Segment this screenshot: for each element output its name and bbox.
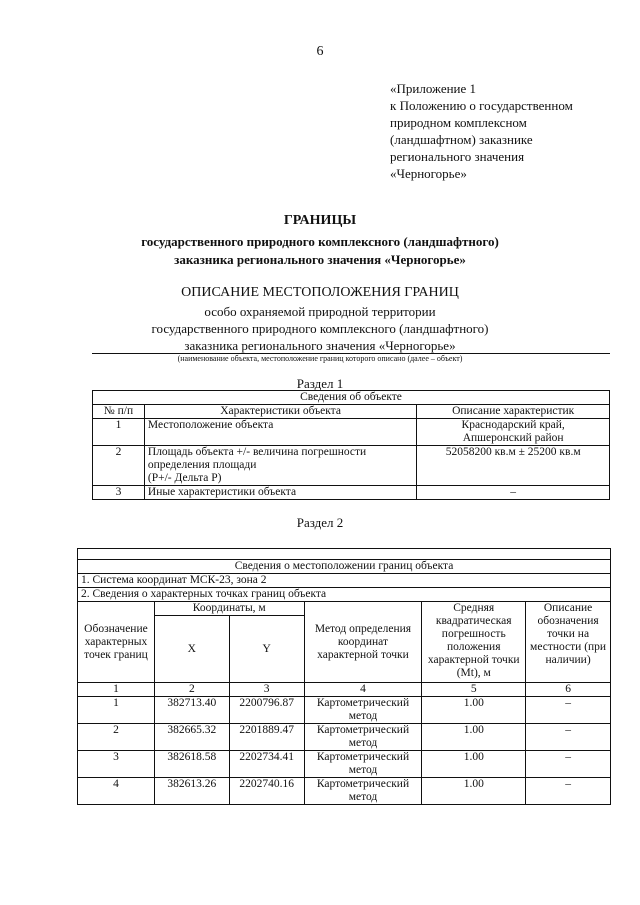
point-desc: – bbox=[526, 724, 611, 751]
row-number: 1 bbox=[93, 419, 145, 446]
points-subheader: 2. Сведения о характерных точках границ объекта bbox=[78, 588, 611, 602]
document-subtitle-1: государственного природного комплексного (ландшафтного) bbox=[141, 234, 499, 249]
section-2-label: Раздел 2 bbox=[296, 515, 344, 530]
row-number: 2 bbox=[93, 446, 145, 486]
coord-x: 382613.26 bbox=[154, 778, 229, 805]
column-number: 4 bbox=[304, 683, 422, 697]
appendix-line: регионального значения bbox=[390, 149, 525, 164]
coord-y: 2200796.87 bbox=[229, 697, 304, 724]
description-line-3: заказника регионального значения «Черногорье» bbox=[184, 338, 456, 353]
appendix-line: (ландшафтном) заказнике bbox=[390, 132, 533, 147]
method-line: Картометрический bbox=[316, 724, 410, 736]
method-line: метод bbox=[348, 710, 378, 722]
column-header: Координаты, м bbox=[154, 602, 304, 616]
description-line-2: государственного природного комплексного (ландшафтного) bbox=[151, 321, 489, 336]
spacer-row bbox=[78, 549, 611, 560]
method-line: Картометрический bbox=[316, 697, 410, 709]
table-row bbox=[78, 751, 611, 778]
object-info-table bbox=[92, 390, 610, 500]
column-header: Y bbox=[229, 616, 304, 683]
method bbox=[304, 778, 422, 805]
method-line: метод bbox=[348, 764, 378, 776]
table-row bbox=[78, 778, 611, 805]
column-number: 3 bbox=[229, 683, 304, 697]
error: 1.00 bbox=[422, 724, 526, 751]
method-line: Картометрический bbox=[316, 751, 410, 763]
column-header: Характеристики объекта bbox=[144, 405, 416, 419]
table-row bbox=[78, 697, 611, 724]
point-id: 3 bbox=[78, 751, 155, 778]
description-line-1: особо охраняемой природной территории bbox=[204, 304, 436, 319]
table-row bbox=[93, 486, 610, 500]
column-number: 6 bbox=[526, 683, 611, 697]
method-line: метод bbox=[348, 791, 378, 803]
section-1-label: Раздел 1 bbox=[296, 376, 344, 391]
point-desc: – bbox=[526, 751, 611, 778]
coord-x: 382618.58 bbox=[154, 751, 229, 778]
characteristic-description bbox=[417, 419, 610, 446]
error: 1.00 bbox=[422, 697, 526, 724]
appendix-line: «Приложение 1 bbox=[390, 81, 477, 96]
char-line: определения площади bbox=[147, 459, 257, 471]
appendix-line: «Черногорье» bbox=[390, 166, 467, 181]
column-number: 2 bbox=[154, 683, 229, 697]
char-line: (Р+/- Дельта Р) bbox=[147, 472, 222, 484]
desc-line: Апшеронский район bbox=[462, 432, 564, 444]
coord-y: 2201889.47 bbox=[229, 724, 304, 751]
table-header: Сведения о местоположении границ объекта bbox=[78, 560, 611, 574]
column-header: Обозначение характерных точек границ bbox=[78, 602, 155, 683]
table-row bbox=[93, 419, 610, 446]
column-header: № п/п bbox=[93, 405, 145, 419]
coord-x: 382713.40 bbox=[154, 697, 229, 724]
document-title: ГРАНИЦЫ bbox=[283, 213, 357, 228]
document-subtitle-2: заказника регионального значения «Черногорье» bbox=[174, 252, 466, 267]
column-header: Описание обозначения точки на местности (при наличии) bbox=[526, 602, 611, 683]
characteristic bbox=[144, 446, 416, 486]
column-number: 5 bbox=[422, 683, 526, 697]
column-header: Описание характеристик bbox=[417, 405, 610, 419]
method bbox=[304, 724, 422, 751]
point-id: 4 bbox=[78, 778, 155, 805]
method bbox=[304, 697, 422, 724]
coordinate-system: 1. Система координат МСК-23, зона 2 bbox=[78, 574, 611, 588]
table-row bbox=[78, 724, 611, 751]
point-desc: – bbox=[526, 697, 611, 724]
table-header: Сведения об объекте bbox=[93, 391, 610, 405]
description-note: (наименование объекта, местоположение границ которого описано (далее – объект) bbox=[177, 354, 463, 363]
boundary-points-table bbox=[77, 548, 611, 805]
description-title: ОПИСАНИЕ МЕСТОПОЛОЖЕНИЯ ГРАНИЦ bbox=[181, 285, 459, 300]
appendix-line: к Положению о государственном bbox=[390, 98, 573, 113]
desc-line: Краснодарский край, bbox=[461, 419, 565, 431]
point-id: 2 bbox=[78, 724, 155, 751]
column-number: 1 bbox=[78, 683, 155, 697]
appendix-line: природном комплексном bbox=[390, 115, 527, 130]
coord-y: 2202740.16 bbox=[229, 778, 304, 805]
characteristic: Местоположение объекта bbox=[144, 419, 416, 446]
appendix-reference bbox=[390, 80, 630, 182]
column-header: Метод определения координат характерной точки bbox=[304, 602, 422, 683]
characteristic-description: – bbox=[417, 486, 610, 500]
column-header: Средняя квадратическая погрешность положения характерной точки (Mt), м bbox=[422, 602, 526, 683]
point-id: 1 bbox=[78, 697, 155, 724]
characteristic-description: 52058200 кв.м ± 25200 кв.м bbox=[417, 446, 610, 486]
char-line: Площадь объекта +/- величина погрешности bbox=[147, 446, 367, 458]
error: 1.00 bbox=[422, 751, 526, 778]
error: 1.00 bbox=[422, 778, 526, 805]
coord-y: 2202734.41 bbox=[229, 751, 304, 778]
method-line: Картометрический bbox=[316, 778, 410, 790]
column-header: X bbox=[154, 616, 229, 683]
method bbox=[304, 751, 422, 778]
coord-x: 382665.32 bbox=[154, 724, 229, 751]
characteristic: Иные характеристики объекта bbox=[144, 486, 416, 500]
page-number: 6 bbox=[316, 44, 324, 59]
method-line: метод bbox=[348, 737, 378, 749]
row-number: 3 bbox=[93, 486, 145, 500]
table-row bbox=[93, 446, 610, 486]
point-desc: – bbox=[526, 778, 611, 805]
